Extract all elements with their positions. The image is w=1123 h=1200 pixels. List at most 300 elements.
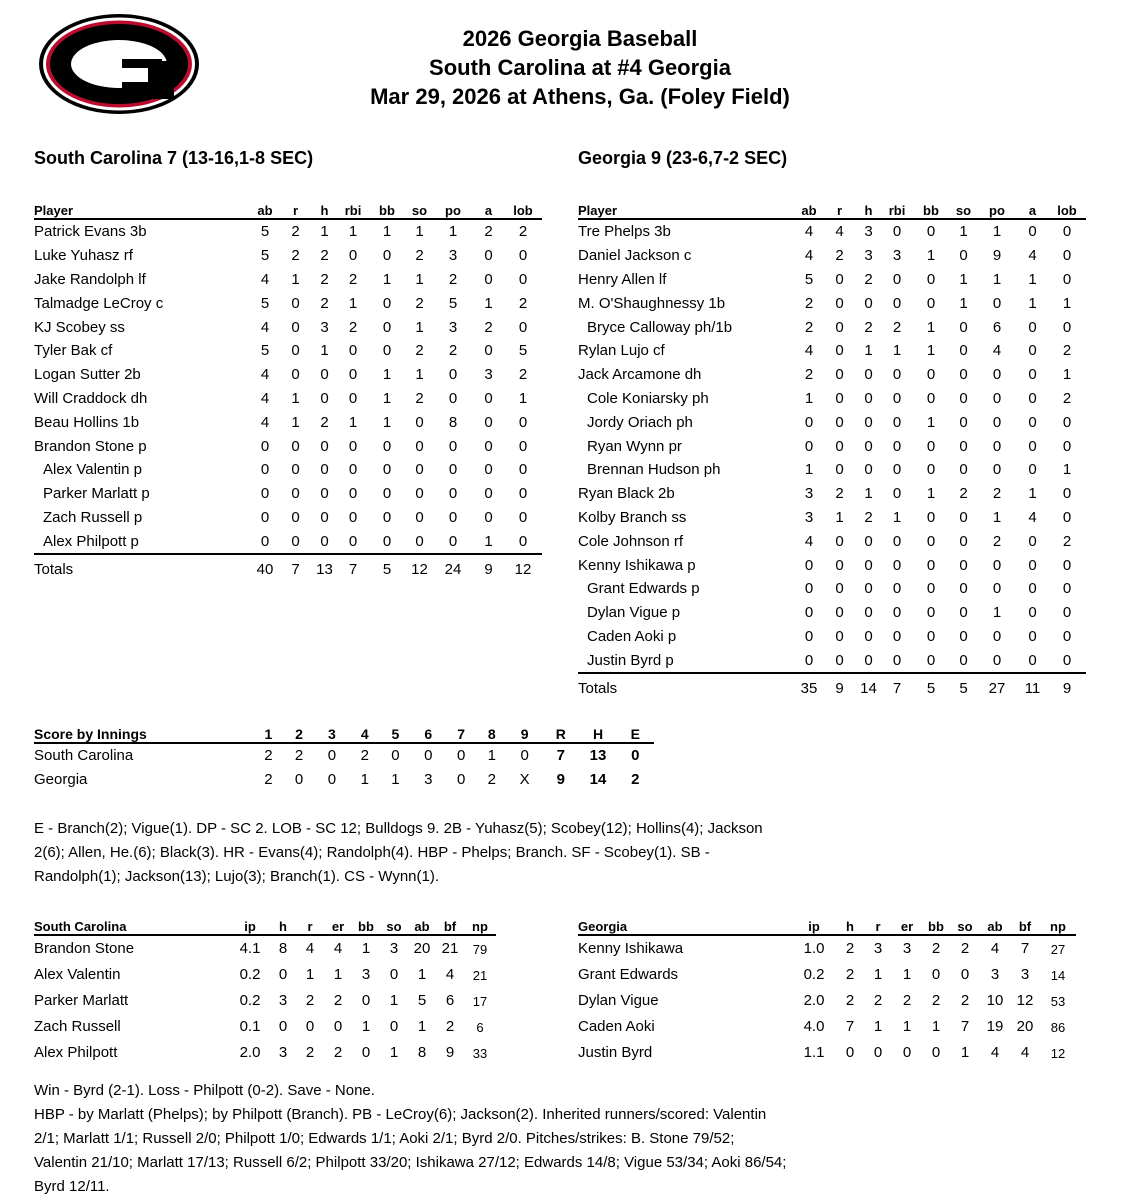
stat-cell: 0 bbox=[931, 1043, 941, 1061]
inning-cell: 0 bbox=[456, 747, 466, 765]
column-header: Player bbox=[578, 200, 794, 219]
stat-cell: 1 bbox=[417, 1017, 427, 1035]
stat-cell: 0 bbox=[959, 413, 968, 431]
stat-cell: 0 bbox=[1062, 413, 1072, 431]
pitching-notes bbox=[34, 1079, 1104, 1199]
stat-cell: 1 bbox=[348, 223, 358, 241]
stat-cell: 4 bbox=[804, 223, 814, 241]
stat-cell: 2 bbox=[992, 532, 1002, 550]
stat-cell: 86 bbox=[1050, 1019, 1066, 1035]
stat-cell: 0 bbox=[1028, 627, 1037, 645]
stat-cell: 0 bbox=[926, 604, 936, 622]
totals-cell: 12 bbox=[514, 560, 532, 578]
stat-cell: 0 bbox=[1028, 437, 1037, 455]
player-row bbox=[578, 577, 1086, 601]
player-name: Daniel Jackson c bbox=[578, 247, 692, 265]
stat-cell: 0 bbox=[804, 437, 814, 455]
stat-cell: 1 bbox=[382, 389, 392, 407]
stat-cell: 0 bbox=[804, 413, 814, 431]
stat-cell: 0 bbox=[864, 437, 873, 455]
stat-cell: 2 bbox=[959, 485, 968, 503]
column-header: lob bbox=[504, 200, 542, 219]
player-name: Jordy Oriach ph bbox=[587, 413, 693, 431]
stat-cell: 2 bbox=[518, 223, 528, 241]
stat-cell: 4 bbox=[260, 270, 270, 288]
player-name: Jake Randolph lf bbox=[34, 270, 146, 288]
stat-cell: 1 bbox=[415, 366, 424, 384]
stat-cell: 2 bbox=[320, 413, 329, 431]
column-header: rbi bbox=[338, 200, 368, 219]
stat-cell: 12 bbox=[1050, 1045, 1066, 1061]
stat-cell: 0 bbox=[348, 247, 358, 265]
player-name: Will Craddock dh bbox=[34, 389, 148, 407]
stat-cell: 1 bbox=[926, 485, 936, 503]
stat-cell: 0 bbox=[389, 966, 399, 984]
home-team-header: Georgia 9 (23-6,7-2 SEC) bbox=[578, 148, 788, 168]
stat-cell: 0 bbox=[382, 461, 392, 479]
player-name: Kolby Branch ss bbox=[578, 508, 687, 526]
stat-cell: 0 bbox=[484, 270, 493, 288]
stat-cell: 2 bbox=[448, 342, 458, 360]
pitcher-name: Dylan Vigue bbox=[578, 991, 659, 1009]
player-row bbox=[34, 291, 542, 315]
stat-cell: 2 bbox=[415, 294, 424, 312]
pitching-team-header: Georgia bbox=[578, 916, 792, 935]
player-name: Dylan Vigue p bbox=[587, 604, 681, 622]
stat-cell: 0 bbox=[950, 648, 977, 673]
stat-cell: 4 bbox=[1028, 247, 1037, 265]
player-name: Brandon Stone p bbox=[34, 437, 147, 455]
column-header: r bbox=[824, 200, 855, 219]
stat-cell: 1 bbox=[1062, 461, 1072, 479]
stat-cell: 0 bbox=[1028, 580, 1037, 598]
player-name: Parker Marlatt p bbox=[43, 485, 150, 503]
stat-cell: 0 bbox=[1028, 223, 1037, 241]
stat-cell: 0 bbox=[892, 223, 902, 241]
column-header: po bbox=[433, 200, 473, 219]
stat-cell: 0 bbox=[518, 413, 528, 431]
stat-cell: 0 bbox=[926, 270, 936, 288]
stat-cell: 0 bbox=[1048, 648, 1086, 673]
pitching-notes-line: Byrd 12/11. bbox=[34, 1178, 110, 1195]
stat-cell: 1 bbox=[348, 413, 358, 431]
stat-cell: 0 bbox=[260, 508, 270, 526]
stat-cell: 1 bbox=[902, 1017, 912, 1035]
column-header: rbi bbox=[882, 200, 912, 219]
stat-cell: 10 bbox=[986, 991, 1004, 1009]
stat-cell: 0 bbox=[959, 389, 968, 407]
stat-cell: 3 bbox=[804, 485, 814, 503]
stat-cell: 20 bbox=[413, 940, 431, 958]
pitcher-row bbox=[578, 1039, 1076, 1065]
totals-cell: 12 bbox=[411, 560, 428, 578]
stat-cell: 0 bbox=[382, 508, 392, 526]
inning-header: 7 bbox=[446, 724, 477, 743]
stat-cell: 6 bbox=[476, 1019, 484, 1035]
stat-cell: 1 bbox=[333, 966, 343, 984]
stat-cell: 0 bbox=[992, 437, 1002, 455]
pitching-notes-line: Valentin 21/10; Marlatt 17/13; Russell 6/2; Philpott 33/20; Ishikawa 27/12; Edwards 14/8; Vigue 53/34; Aoki 86/54; bbox=[34, 1154, 787, 1171]
stat-cell: 0 bbox=[959, 437, 968, 455]
stat-cell: 0 bbox=[448, 389, 458, 407]
stat-cell: 3 bbox=[278, 1043, 288, 1061]
stat-cell: 1 bbox=[892, 508, 902, 526]
stat-cell: 3 bbox=[864, 247, 873, 265]
stat-cell: 0 bbox=[804, 580, 814, 598]
rhe-header: E bbox=[617, 724, 654, 743]
stat-cell: 0 bbox=[992, 366, 1002, 384]
stat-cell: 0 bbox=[959, 627, 968, 645]
totals-cell: 27 bbox=[988, 679, 1006, 697]
stat-cell: 3 bbox=[484, 366, 493, 384]
stat-cell: 2 bbox=[835, 247, 844, 265]
stat-cell: 1 bbox=[804, 389, 814, 407]
pitcher-row bbox=[578, 935, 1076, 962]
player-row bbox=[578, 363, 1086, 387]
player-row bbox=[34, 244, 542, 268]
inning-cell: 2 bbox=[487, 771, 496, 789]
stat-cell: 8 bbox=[278, 940, 288, 958]
stat-cell: 0 bbox=[804, 604, 814, 622]
stat-cell: 0 bbox=[333, 1017, 343, 1035]
stat-cell: 1 bbox=[902, 966, 912, 984]
column-header: bb bbox=[368, 200, 406, 219]
stat-cell: 0 bbox=[278, 1017, 288, 1035]
stat-cell: 0 bbox=[415, 461, 424, 479]
stat-cell: 0 bbox=[959, 532, 968, 550]
stat-cell: 0 bbox=[1062, 604, 1072, 622]
stat-cell: 2 bbox=[804, 366, 814, 384]
column-header: ab bbox=[794, 200, 824, 219]
stat-cell: 5 bbox=[448, 294, 458, 312]
stat-cell: 1 bbox=[389, 1043, 399, 1061]
stat-cell: 0 bbox=[484, 437, 493, 455]
stat-cell: 4.0 bbox=[803, 1017, 825, 1035]
inning-cell: 1 bbox=[487, 747, 496, 765]
column-header: ip bbox=[792, 916, 836, 935]
stat-cell: 0 bbox=[835, 437, 844, 455]
stat-cell: 2 bbox=[448, 270, 458, 288]
stat-cell: 2.0 bbox=[803, 991, 825, 1009]
georgia-g-logo-icon bbox=[36, 12, 202, 116]
player-row bbox=[578, 219, 1086, 244]
stat-cell: 2 bbox=[864, 318, 873, 336]
column-header: so bbox=[380, 916, 408, 935]
stat-cell: 0 bbox=[311, 529, 338, 554]
player-row bbox=[578, 529, 1086, 553]
stat-cell: 0 bbox=[892, 437, 902, 455]
stat-cell: 0 bbox=[250, 529, 280, 554]
column-header: h bbox=[836, 916, 864, 935]
pitcher-row bbox=[578, 962, 1076, 988]
column-header: so bbox=[406, 200, 433, 219]
stat-cell: 1 bbox=[959, 294, 968, 312]
score-by-innings-table bbox=[34, 724, 654, 792]
totals-row bbox=[34, 554, 542, 581]
pitching-notes-line: Win - Byrd (2-1). Loss - Philpott (0-2). Save - None. bbox=[34, 1082, 375, 1099]
stat-cell: 0 bbox=[864, 366, 873, 384]
stat-cell: 1 bbox=[389, 991, 399, 1009]
rhe-cell: 14 bbox=[589, 771, 607, 789]
stat-cell: 3 bbox=[1020, 966, 1030, 984]
stat-cell: 0 bbox=[448, 366, 458, 384]
stat-cell: 0 bbox=[892, 627, 902, 645]
column-header: np bbox=[1040, 916, 1076, 935]
stat-cell: 1 bbox=[518, 389, 528, 407]
stat-cell: 0 bbox=[484, 485, 493, 503]
stat-cell: 0 bbox=[382, 247, 392, 265]
stat-cell: 1 bbox=[415, 223, 424, 241]
stat-cell: 8 bbox=[448, 413, 458, 431]
stat-cell: 0 bbox=[824, 648, 855, 673]
stat-cell: 0 bbox=[892, 556, 902, 574]
stat-cell: 0 bbox=[348, 437, 358, 455]
stat-cell: 0 bbox=[484, 508, 493, 526]
totals-cell: 7 bbox=[348, 560, 358, 578]
stat-cell: 2 bbox=[333, 991, 343, 1009]
stat-cell: 8 bbox=[417, 1043, 427, 1061]
column-header: a bbox=[473, 200, 504, 219]
stat-cell: 0 bbox=[1028, 366, 1037, 384]
totals-cell: 35 bbox=[800, 679, 818, 697]
stat-cell: 0 bbox=[855, 648, 882, 673]
stat-cell: 0 bbox=[484, 461, 493, 479]
score-row bbox=[34, 768, 654, 792]
stat-cell: 2 bbox=[835, 485, 844, 503]
stat-cell: 1 bbox=[361, 940, 371, 958]
inning-cell: 0 bbox=[327, 771, 337, 789]
stat-cell: 0 bbox=[959, 580, 968, 598]
inning-cell: 0 bbox=[294, 771, 304, 789]
inning-cell: 0 bbox=[520, 747, 529, 765]
stat-cell: 0 bbox=[959, 247, 968, 265]
player-name: Ryan Black 2b bbox=[578, 485, 675, 503]
stat-cell: 0 bbox=[291, 294, 300, 312]
stat-cell: 0 bbox=[892, 461, 902, 479]
stat-cell: 0 bbox=[1062, 270, 1072, 288]
stat-cell: 0 bbox=[882, 648, 912, 673]
stat-cell: 0 bbox=[835, 580, 844, 598]
column-header: bf bbox=[1010, 916, 1040, 935]
stat-cell: 1 bbox=[1062, 366, 1072, 384]
stat-cell: 3 bbox=[990, 966, 1000, 984]
stat-cell: 1 bbox=[382, 223, 392, 241]
player-name: Talmadge LeCroy c bbox=[34, 294, 164, 312]
player-name: Henry Allen lf bbox=[578, 270, 667, 288]
stat-cell: 0 bbox=[448, 461, 458, 479]
totals-cell: 9 bbox=[484, 560, 493, 578]
player-row bbox=[578, 482, 1086, 506]
stat-cell: 20 bbox=[1016, 1017, 1034, 1035]
pitcher-name: Caden Aoki bbox=[578, 1017, 655, 1035]
stat-cell: 1 bbox=[1028, 294, 1037, 312]
stat-cell: 1 bbox=[448, 223, 458, 241]
stat-cell: 0 bbox=[448, 485, 458, 503]
stat-cell: 0 bbox=[1028, 342, 1037, 360]
totals-cell: 9 bbox=[835, 679, 844, 697]
totals-cell: 40 bbox=[256, 560, 274, 578]
stat-cell: 2 bbox=[320, 247, 329, 265]
stat-cell: 14 bbox=[1050, 968, 1066, 984]
column-header: r bbox=[864, 916, 892, 935]
stat-cell: 12 bbox=[1016, 991, 1034, 1009]
stat-cell: 0 bbox=[382, 342, 392, 360]
stat-cell: 4 bbox=[804, 342, 814, 360]
stat-cell: 4 bbox=[305, 940, 315, 958]
stat-cell: 2 bbox=[1062, 532, 1072, 550]
stat-cell: 1 bbox=[473, 529, 504, 554]
stat-cell: 2 bbox=[518, 366, 528, 384]
stat-cell: 0 bbox=[518, 485, 528, 503]
stat-cell: 0 bbox=[864, 413, 873, 431]
rhe-cell: 0 bbox=[631, 747, 640, 765]
stat-cell: 0 bbox=[338, 529, 368, 554]
stat-cell: 0 bbox=[835, 342, 844, 360]
stat-cell: 0 bbox=[926, 580, 936, 598]
stat-cell: 5 bbox=[260, 294, 270, 312]
stat-cell: 0 bbox=[845, 1043, 855, 1061]
stat-cell: 1 bbox=[835, 508, 844, 526]
stat-cell: 0 bbox=[320, 461, 329, 479]
stat-cell: 0 bbox=[1062, 437, 1072, 455]
column-header: a bbox=[1017, 200, 1048, 219]
stat-cell: 1 bbox=[959, 223, 968, 241]
column-header: h bbox=[270, 916, 296, 935]
stat-cell: 0 bbox=[864, 604, 873, 622]
stat-cell: 1 bbox=[415, 270, 424, 288]
pitcher-name: Alex Valentin bbox=[34, 966, 121, 984]
stat-cell: 0 bbox=[959, 318, 968, 336]
stat-cell: 0 bbox=[484, 389, 493, 407]
report-title bbox=[260, 24, 900, 111]
stat-cell: 0 bbox=[959, 508, 968, 526]
away-batting-table bbox=[34, 200, 542, 581]
stat-cell: 0 bbox=[361, 991, 371, 1009]
stat-cell: 1 bbox=[926, 318, 936, 336]
stat-cell: 0 bbox=[960, 966, 970, 984]
stat-cell: 0 bbox=[389, 1017, 399, 1035]
stat-cell: 0 bbox=[926, 366, 936, 384]
stat-cell: 0 bbox=[926, 461, 936, 479]
stat-cell: 0 bbox=[1028, 604, 1037, 622]
stat-cell: 0 bbox=[892, 294, 902, 312]
away-pitching-table bbox=[34, 916, 496, 1065]
pitcher-name: Parker Marlatt bbox=[34, 991, 129, 1009]
stat-cell: 1 bbox=[382, 413, 392, 431]
player-row bbox=[578, 291, 1086, 315]
stat-cell: 21 bbox=[441, 940, 459, 958]
stat-cell: 0 bbox=[926, 627, 936, 645]
column-header: so bbox=[950, 916, 980, 935]
player-row bbox=[578, 625, 1086, 649]
stat-cell: 0 bbox=[1062, 580, 1072, 598]
totals-cell: 5 bbox=[959, 679, 968, 697]
stat-cell: 3 bbox=[361, 966, 371, 984]
player-row bbox=[34, 315, 542, 339]
stat-cell: 5 bbox=[260, 223, 270, 241]
player-row bbox=[34, 458, 542, 482]
stat-cell: 0 bbox=[959, 342, 968, 360]
pitcher-name: Alex Philpott bbox=[34, 1043, 118, 1061]
stat-cell: 6 bbox=[992, 318, 1002, 336]
score-team-name: South Carolina bbox=[34, 747, 134, 765]
stat-cell: 27 bbox=[1050, 942, 1066, 958]
stat-cell: 0 bbox=[1062, 556, 1072, 574]
stat-cell: 0 bbox=[291, 318, 300, 336]
stat-cell: 0 bbox=[864, 389, 873, 407]
column-header: r bbox=[280, 200, 311, 219]
stat-cell: 0 bbox=[794, 648, 824, 673]
player-name: Brennan Hudson ph bbox=[587, 461, 721, 479]
column-header: h bbox=[311, 200, 338, 219]
stat-cell: 1 bbox=[361, 1017, 371, 1035]
stat-cell: 0 bbox=[320, 389, 329, 407]
inning-cell: 0 bbox=[456, 771, 466, 789]
stat-cell: 21 bbox=[472, 968, 488, 984]
pitching-team-header: South Carolina bbox=[34, 916, 230, 935]
stat-cell: 0 bbox=[348, 342, 358, 360]
stat-cell: 0 bbox=[291, 485, 300, 503]
score-team-name: Georgia bbox=[34, 771, 88, 789]
stat-cell: 1 bbox=[992, 223, 1002, 241]
stat-cell: 0 bbox=[864, 556, 873, 574]
stat-cell: 0 bbox=[864, 461, 873, 479]
stat-cell: 2.0 bbox=[239, 1043, 261, 1061]
stat-cell: 2 bbox=[960, 991, 970, 1009]
stat-cell: 3 bbox=[448, 318, 458, 336]
stat-cell: 17 bbox=[472, 993, 488, 1009]
player-name: Beau Hollins 1b bbox=[34, 413, 140, 431]
inning-cell: 2 bbox=[264, 747, 273, 765]
stat-cell: 4 bbox=[804, 532, 814, 550]
stat-cell: 0 bbox=[320, 437, 329, 455]
stat-cell: 4 bbox=[992, 342, 1002, 360]
stat-cell: 0 bbox=[382, 437, 392, 455]
column-header: ab bbox=[250, 200, 280, 219]
stat-cell: 0 bbox=[278, 966, 288, 984]
stat-cell: 4 bbox=[333, 940, 343, 958]
player-name: Logan Sutter 2b bbox=[34, 366, 141, 384]
column-header: ab bbox=[408, 916, 436, 935]
player-row bbox=[578, 648, 1086, 673]
stat-cell: 3 bbox=[320, 318, 329, 336]
stat-cell: 2 bbox=[484, 318, 493, 336]
player-name: Bryce Calloway ph/1b bbox=[587, 318, 733, 336]
stat-cell: 4 bbox=[1028, 508, 1037, 526]
stat-cell: 0 bbox=[835, 461, 844, 479]
stat-cell: 1 bbox=[291, 413, 300, 431]
stat-cell: 0 bbox=[835, 556, 844, 574]
stat-cell: 0 bbox=[1028, 389, 1037, 407]
stat-cell: 5 bbox=[260, 342, 270, 360]
stat-cell: 4.1 bbox=[239, 940, 261, 958]
stat-cell: 2 bbox=[305, 1043, 315, 1061]
stat-cell: 0 bbox=[804, 627, 814, 645]
stat-cell: 0 bbox=[320, 366, 329, 384]
stat-cell: 1 bbox=[864, 485, 873, 503]
stat-cell: 4 bbox=[260, 318, 270, 336]
inning-cell: 0 bbox=[391, 747, 400, 765]
stat-cell: 0 bbox=[348, 389, 358, 407]
game-notes-line: Randolph(1); Jackson(13); Lujo(3); Branch(1). CS - Wynn(1). bbox=[34, 868, 440, 885]
stat-cell: 0 bbox=[835, 366, 844, 384]
stat-cell: 0 bbox=[348, 508, 358, 526]
stat-cell: 0 bbox=[484, 247, 493, 265]
stat-cell: 0 bbox=[835, 318, 844, 336]
stat-cell: 0 bbox=[291, 461, 300, 479]
title-date-venue: Mar 29, 2026 at Athens, Ga. (Foley Field) bbox=[370, 84, 790, 109]
player-row bbox=[34, 506, 542, 530]
